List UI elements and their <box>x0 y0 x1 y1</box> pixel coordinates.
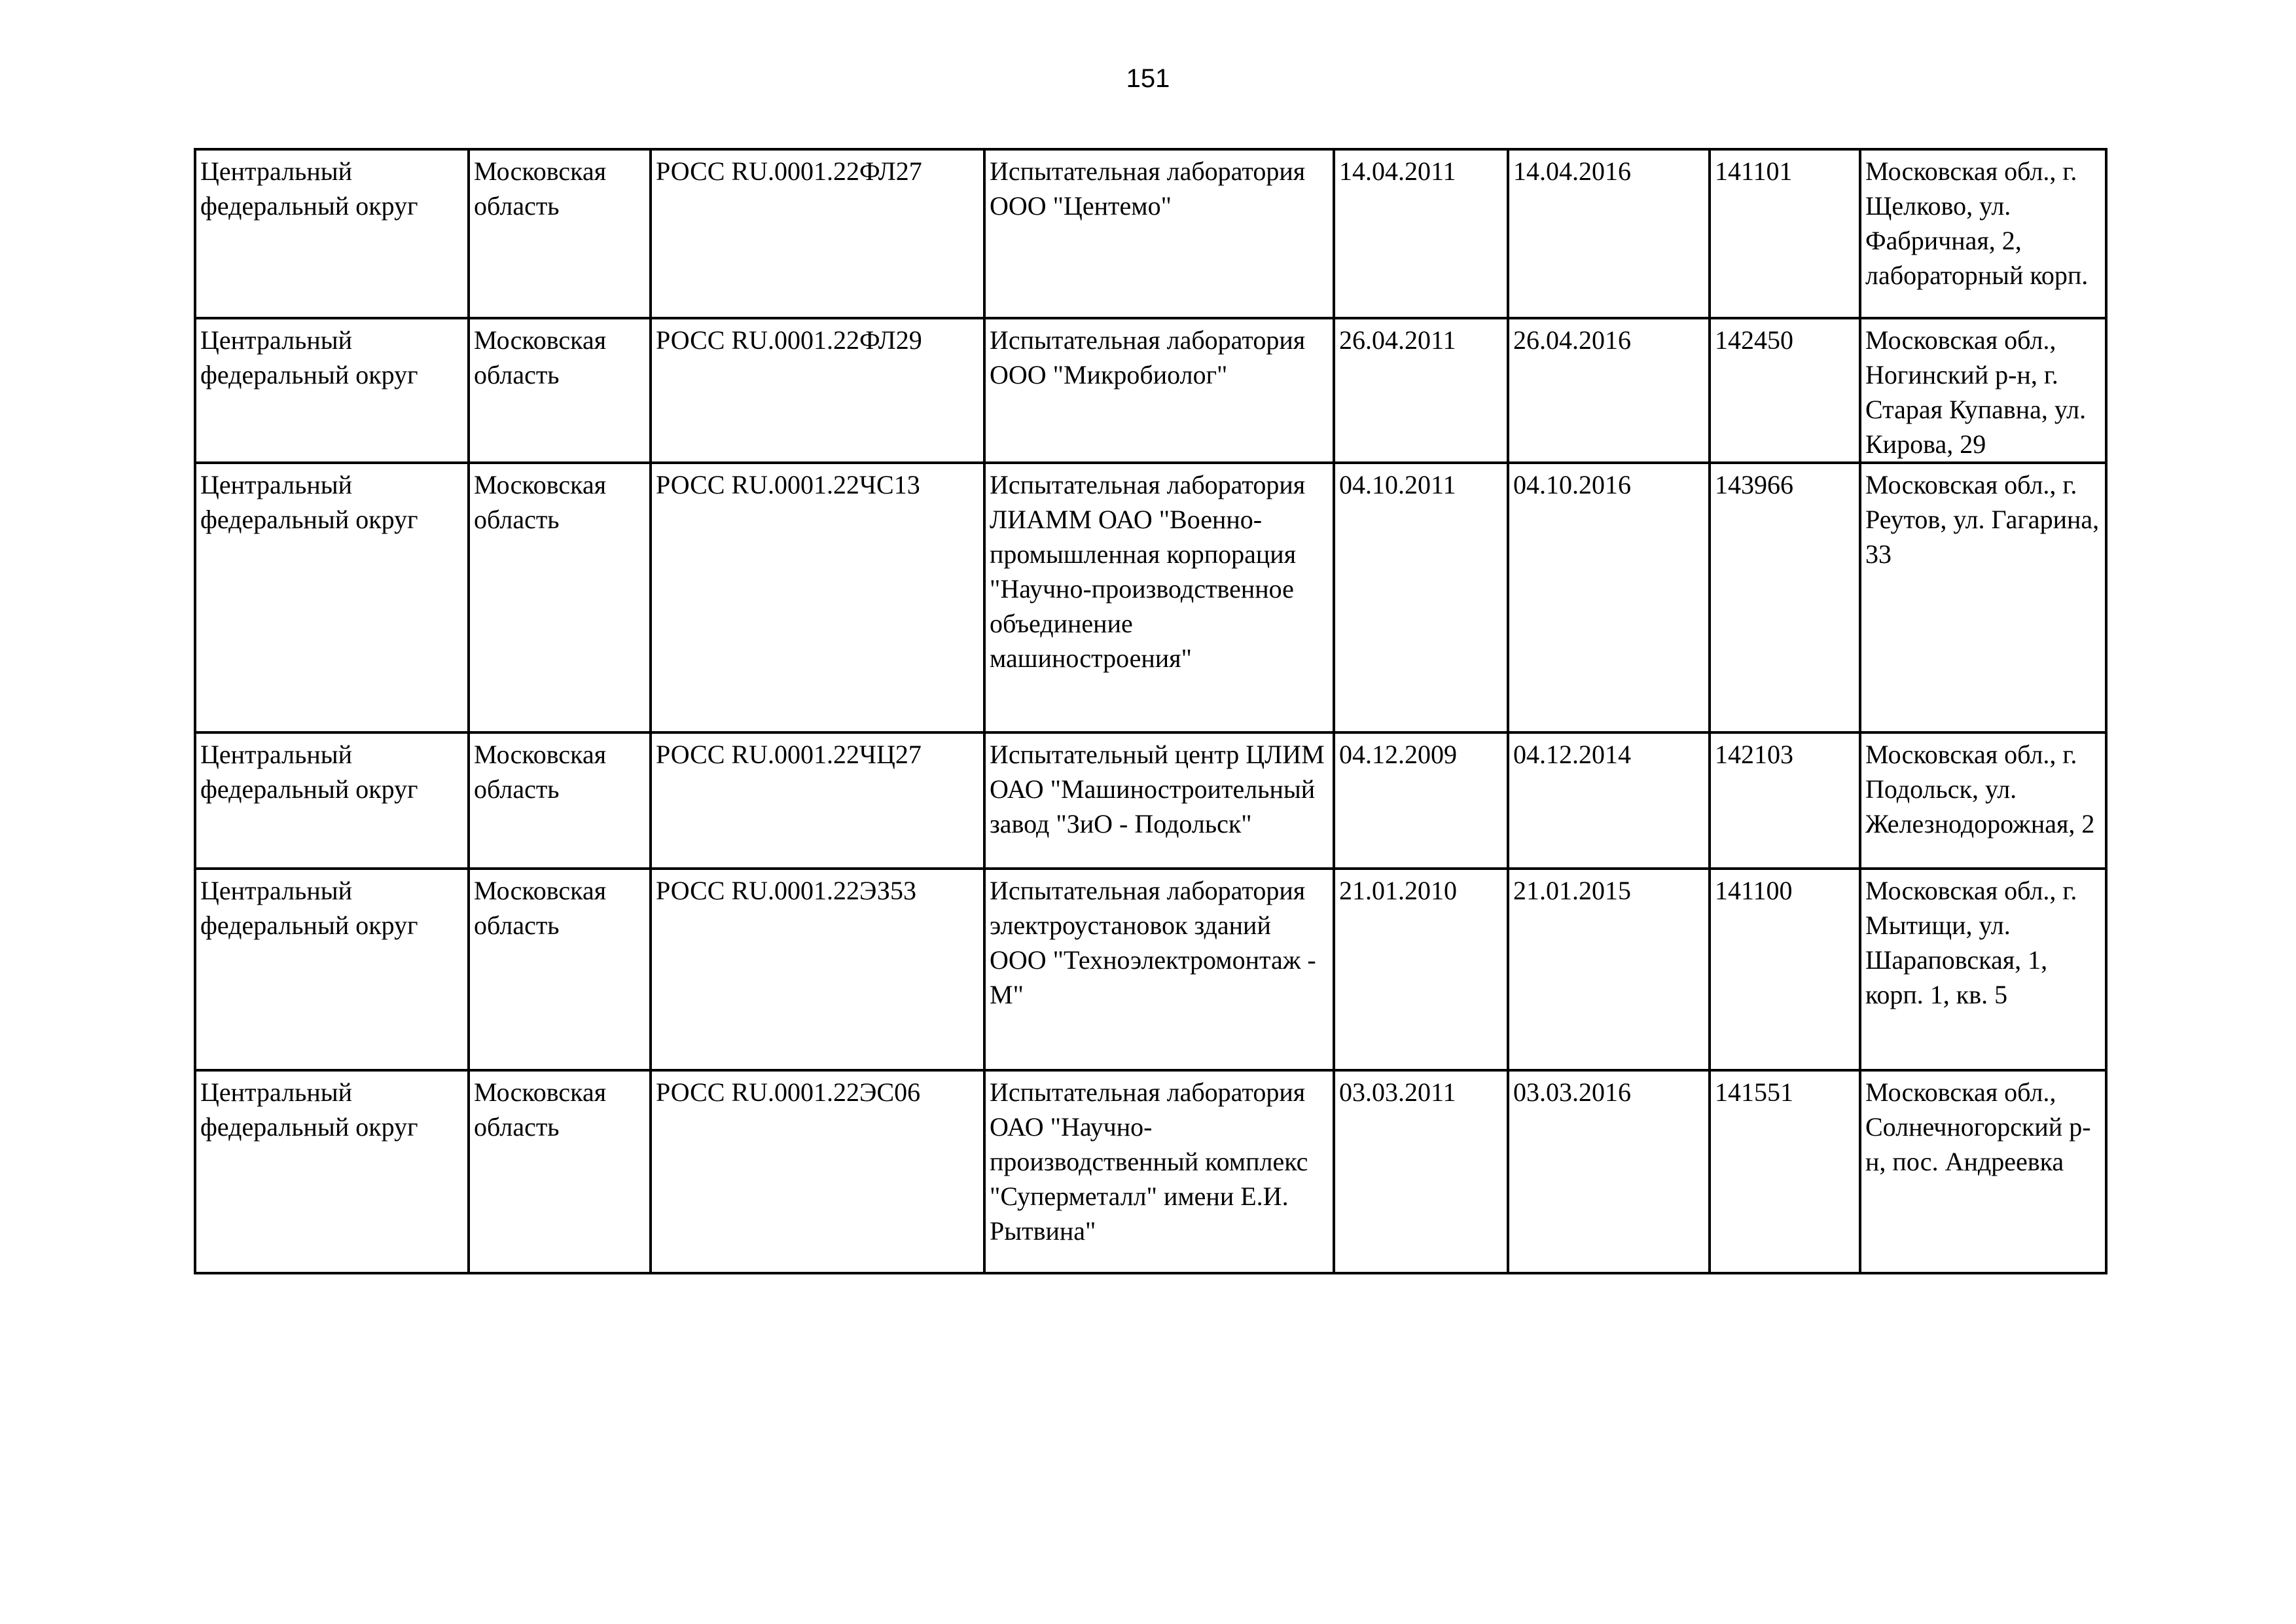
certificate-cell: РОСС RU.0001.22ЭС06 <box>651 1070 984 1273</box>
laboratory-cell: Испытательный центр ЦЛИМ ОАО "Машиностроительный завод "ЗиО - Подольск" <box>984 732 1334 869</box>
table-row <box>195 318 2106 463</box>
region-cell: Московская область <box>469 149 651 318</box>
district-cell: Центральный федеральный округ <box>195 149 469 318</box>
date-from-cell: 03.03.2011 <box>1334 1070 1508 1273</box>
region-cell: Московская область <box>469 869 651 1070</box>
district-cell: Центральный федеральный округ <box>195 1070 469 1273</box>
date-to-cell: 03.03.2016 <box>1508 1070 1710 1273</box>
page-number: 151 <box>1126 64 1170 93</box>
date-from-cell: 04.10.2011 <box>1334 463 1508 732</box>
table-row <box>195 732 2106 869</box>
date-from-cell: 26.04.2011 <box>1334 318 1508 463</box>
certificate-cell: РОСС RU.0001.22ЧС13 <box>651 463 984 732</box>
address-cell: Московская обл., Ногинский р-н, г. Старая Купавна, ул. Кирова, 29 <box>1860 318 2106 463</box>
certificate-cell: РОСС RU.0001.22ФЛ29 <box>651 318 984 463</box>
date-to-cell: 21.01.2015 <box>1508 869 1710 1070</box>
region-cell: Московская область <box>469 318 651 463</box>
district-cell: Центральный федеральный округ <box>195 318 469 463</box>
postal-index-cell: 142103 <box>1710 732 1860 869</box>
postal-index-cell: 143966 <box>1710 463 1860 732</box>
address-cell: Московская обл., Солнечногорский р-н, пос. Андреевка <box>1860 1070 2106 1273</box>
region-cell: Московская область <box>469 732 651 869</box>
laboratory-cell: Испытательная лаборатория электроустановок зданий ООО "Техноэлектромонтаж - М" <box>984 869 1334 1070</box>
region-cell: Московская область <box>469 1070 651 1273</box>
region-cell: Московская область <box>469 463 651 732</box>
postal-index-cell: 142450 <box>1710 318 1860 463</box>
table-row <box>195 463 2106 732</box>
certificate-cell: РОСС RU.0001.22ЭЗ53 <box>651 869 984 1070</box>
date-to-cell: 04.12.2014 <box>1508 732 1710 869</box>
laboratory-cell: Испытательная лаборатория ООО "Центемо" <box>984 149 1334 318</box>
date-to-cell: 14.04.2016 <box>1508 149 1710 318</box>
table-row <box>195 149 2106 318</box>
address-cell: Московская обл., г. Мытищи, ул. Шараповская, 1, корп. 1, кв. 5 <box>1860 869 2106 1070</box>
date-to-cell: 04.10.2016 <box>1508 463 1710 732</box>
address-cell: Московская обл., г. Реутов, ул. Гагарина, 33 <box>1860 463 2106 732</box>
date-from-cell: 04.12.2009 <box>1334 732 1508 869</box>
address-cell: Московская обл., г. Щелково, ул. Фабричная, 2, лабораторный корп. <box>1860 149 2106 318</box>
laboratory-cell: Испытательная лаборатория ООО "Микробиолог" <box>984 318 1334 463</box>
accreditation-registry-table <box>194 148 2108 1274</box>
district-cell: Центральный федеральный округ <box>195 732 469 869</box>
postal-index-cell: 141551 <box>1710 1070 1860 1273</box>
date-from-cell: 21.01.2010 <box>1334 869 1508 1070</box>
postal-index-cell: 141101 <box>1710 149 1860 318</box>
district-cell: Центральный федеральный округ <box>195 869 469 1070</box>
district-cell: Центральный федеральный округ <box>195 463 469 732</box>
date-to-cell: 26.04.2016 <box>1508 318 1710 463</box>
address-cell: Московская обл., г. Подольск, ул. Железнодорожная, 2 <box>1860 732 2106 869</box>
certificate-cell: РОСС RU.0001.22ЧЦ27 <box>651 732 984 869</box>
date-from-cell: 14.04.2011 <box>1334 149 1508 318</box>
certificate-cell: РОСС RU.0001.22ФЛ27 <box>651 149 984 318</box>
laboratory-cell: Испытательная лаборатория ЛИАММ ОАО "Военно-промышленная корпорация "Научно-производственное объединение машиностроения" <box>984 463 1334 732</box>
laboratory-cell: Испытательная лаборатория ОАО "Научно-производственный комплекс "Суперметалл" имени Е.И. Рытвина" <box>984 1070 1334 1273</box>
table-row <box>195 1070 2106 1273</box>
postal-index-cell: 141100 <box>1710 869 1860 1070</box>
table-row <box>195 869 2106 1070</box>
